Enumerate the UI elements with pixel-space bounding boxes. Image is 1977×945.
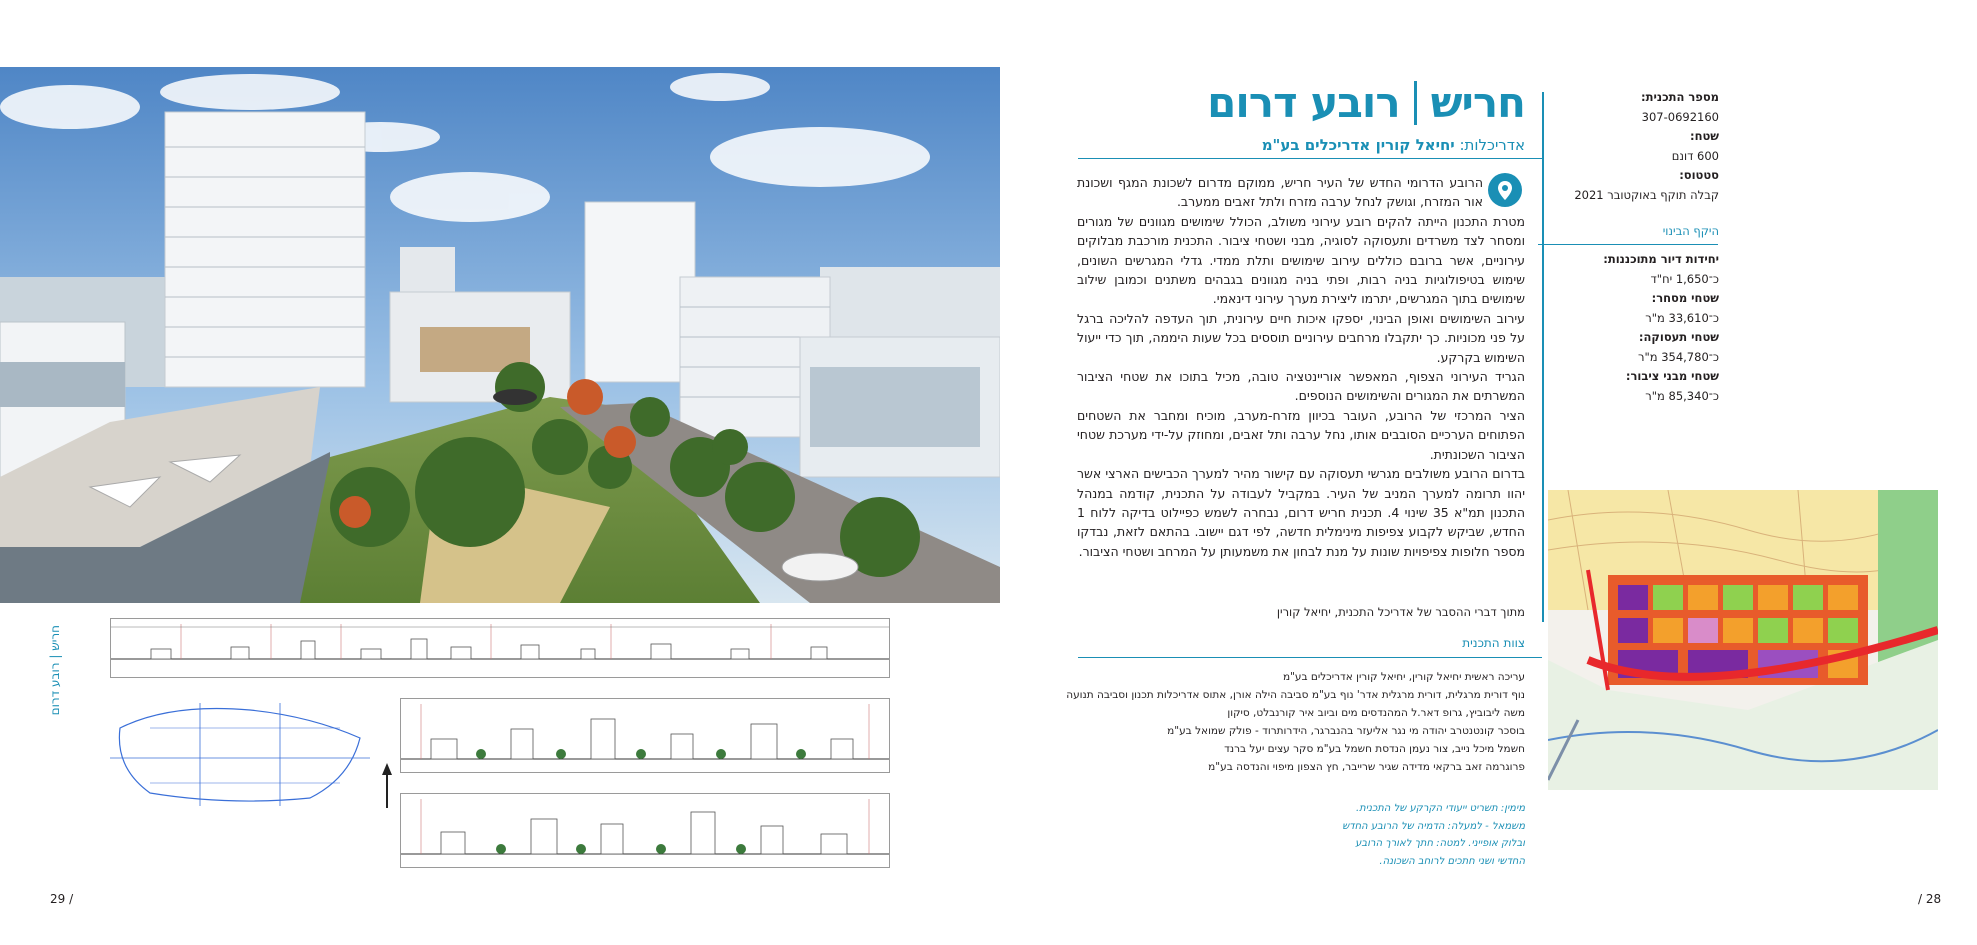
- image-caption: [1325, 800, 1525, 870]
- team-line: נוף דורית מרגלית, דורית מרגלית אדר' נוף בע"מ סביבה הילה אורן, אתוס אדריכלות תכנון וסביבה תנועה משה ליבוביץ, גרופ דאר.ל המהנדסים מים וביוב איר קורנבלט, סיקון: [1066, 689, 1525, 719]
- scope-rule: [1538, 244, 1718, 245]
- side-tab: חריש | רובע דרום: [48, 625, 62, 716]
- scope-value: כ־354,780 מ"ר: [1637, 349, 1719, 364]
- title-vertical-rule: [1542, 92, 1544, 622]
- caption-line: מימין: תשריט ייעודי הקרקע של התכנית.: [1356, 803, 1525, 814]
- scope-label: שטחי תעסוקה:: [1638, 330, 1719, 344]
- team-text: [1055, 668, 1525, 776]
- paragraph: הרובע הדרומי החדש של העיר חריש, ממוקם מדרום לשכונת המגף ושכונת אור המזרח, וגושק לנחל ערבה מזרח ולתל זאבים ממערב.: [1077, 175, 1483, 210]
- scope-label: יחידות דיור מתוכננות:: [1603, 252, 1719, 266]
- scope-label: שטחי מסחר:: [1651, 291, 1719, 305]
- caption-line: משמאל - למעלה: הדמיה של הרובע החדש: [1342, 820, 1525, 832]
- page-title: [1207, 78, 1525, 127]
- title-city: חריש: [1430, 78, 1525, 127]
- land-use-map: [1548, 490, 1938, 790]
- paragraph: הציר המרכזי של הרובע, העובר בכיוון מזרח-מערב, מוכיח ומחבר את השטחים הפתוחים הערכיים הסובבים אותו, נחל ערבה ותל זאבים, ומחוזק על-ידי מערכת שטחי הציבור השכונתית.: [1077, 407, 1525, 462]
- quote-source: מתוך דברי ההסבר של אדריכל התכנית, יחיאל קורין: [1276, 605, 1525, 619]
- title-district: רובע דרום: [1207, 78, 1400, 127]
- plan-number: 307-0692160: [1641, 109, 1719, 124]
- team-line: חשמל מיכל נייב, צור נעמן הנדסת חשמל בע"מ סקר עצים יעל ברנד: [1224, 743, 1525, 755]
- status-value: קבלה תוקף באוקטובר 2021: [1574, 187, 1719, 202]
- paragraph: מטרת התכנון הייתה להקים רובע עירוני משולב, הכולל שימושים מגוונים של מגורים ומסחר לצד משרדים ותעסוקה לסוגיה, מבני ושטחי ציבור. התכנית מורכבת מבלוקים עירוניים, אשר ברובם כוללים עירוב שימושים ותלת ממדי. גדלי המגרשים השונים, שימוש בטיפולוגיות בניה רבות, ופתי בניה מגוונים בגבהים משתנים וכמובן שילוב שימושים בתוך המגרשים, יתרמו ליצירת מערך עירוני דינאמי.: [1077, 213, 1525, 307]
- team-line: בוסכר קונטנטרב יהודה מי נגר אליעזר בהנברגר, הידרותרוד - פולק שמואל בע"מ: [1167, 725, 1525, 737]
- plan-metadata: [1559, 88, 1719, 205]
- scope-list: [1559, 250, 1719, 406]
- paragraph: הגריד העירוני הצפוף, המאפשר אוריינטציה טובה, מכיל בתוכו את שטחי הציבור המשרתים את המגורים והשימושים הנוספים.: [1077, 369, 1525, 404]
- scope-heading: היקף הבינוי: [1662, 224, 1719, 238]
- page-number-left: 29 /: [50, 892, 74, 906]
- scope-value: כ־33,610 מ"ר: [1645, 310, 1719, 325]
- status-label: סטטוס:: [1679, 168, 1719, 182]
- paragraph: בדרום הרובע משולבים מגרשי תעסוקה עם קישור מהיר למערך הכבישים הארצי אשר יהוו תרומה למערך המניב של העיר. במקביל לעבודה על התכנית, קודמה במנהל התכנון תמ"א 35 שינוי 4. תכנית חריש דרום, נבחרה לשמש כפיילוט בדיקה ללוח 1 החדש, שביקש לקבוע צפיפות מינימלית חדשה, לפי דגם יישוב. בהתאם לזאת, נבדקו מספר חלופות צפיפויות שונות על מנת לבחון את משמעותן על המרחב ושטחי הציבור.: [1077, 466, 1525, 559]
- architect-name: יחיאל קורין אדריכלים בע"מ: [1261, 136, 1455, 154]
- scope-value: כ־1,650 יח"ד: [1650, 271, 1719, 286]
- scope-label: שטחי מבני ציבור:: [1625, 369, 1719, 383]
- architect-credit: [1262, 136, 1525, 154]
- architect-prefix: אדריכלות:: [1459, 136, 1525, 154]
- paragraph: עירוב השימושים ואופן הבינוי, יספקו איכות חיים עירונית, תוך העדפה להליכה ברגל על פני מכוניות. כך יתקבלו מרחבים עירוניים תוססים בכל שעות היממה, תוך כדי ייעול השימוש בקרקע.: [1077, 310, 1525, 365]
- team-line: עריכה ראשית יחיאל קורין, יחיאל קורין אדריכלים בע"מ: [1282, 671, 1525, 683]
- page-number-right: / 28: [1918, 892, 1942, 906]
- body-text: [1077, 173, 1525, 561]
- caption-line: ובלוק אופייני. למטה: חתך לאורך הרובע: [1355, 838, 1525, 849]
- scope-value: כ־85,340 מ"ר: [1645, 388, 1719, 403]
- team-label: צוות התכנית: [1462, 636, 1525, 650]
- caption-line: החדשי ושני חתכים לרוחב השכונה.: [1379, 855, 1525, 867]
- title-separator: [1414, 81, 1417, 125]
- team-line: פרוגרמה זאב ברקאי מדידה שגיר שרייבר, חץ הצפון מיפוי והנדסה בע"מ: [1208, 761, 1525, 773]
- plan-number-label: מספר התכנית:: [1641, 90, 1719, 104]
- team-rule: [1078, 657, 1542, 658]
- area-value: 600 דונם: [1671, 148, 1719, 163]
- architect-rule: [1078, 158, 1542, 159]
- area-label: שטח:: [1689, 129, 1719, 143]
